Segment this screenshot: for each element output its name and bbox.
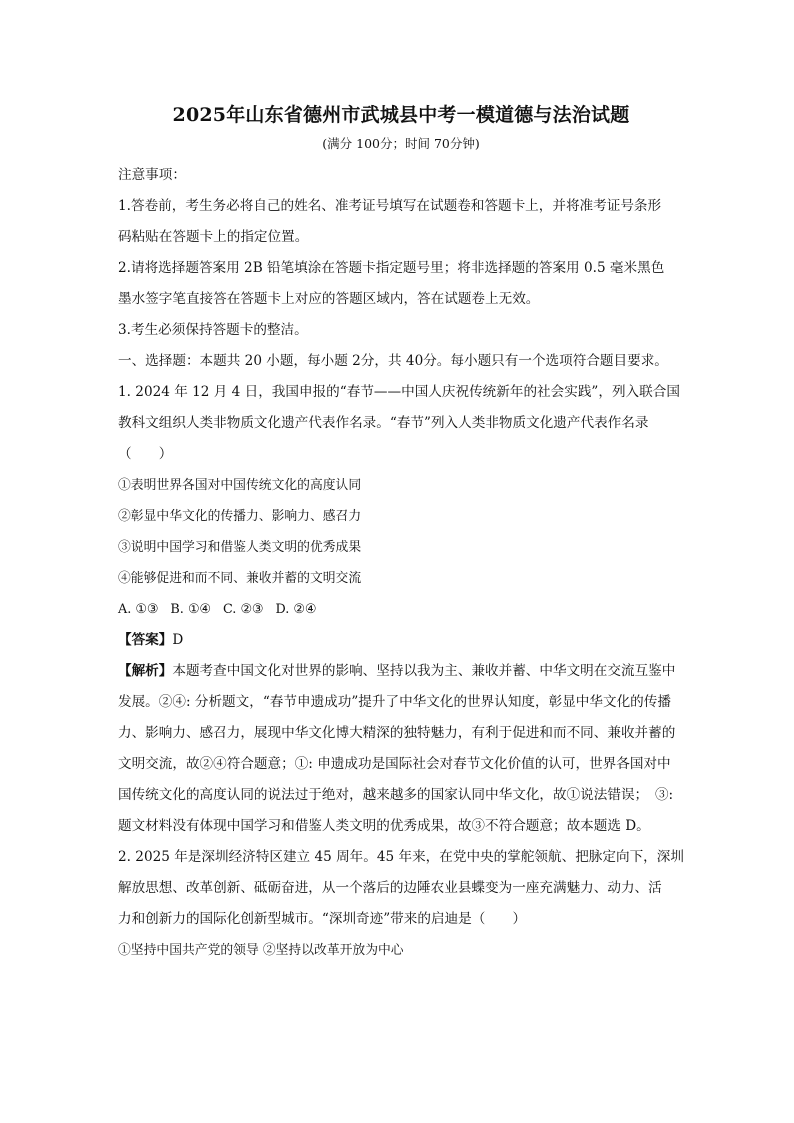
notice-line: 2.请将选择题答案用 2B 铅笔填涂在答题卡指定题号里；将非选择题的答案用 0.5 毫米黑色 — [118, 260, 665, 276]
analysis-text: 本题考查中国文化对世界的影响、坚持以我为主、兼收并蓄、中华文明在交流互鉴中发展。②④: 分析题文，“春节申遗成功”提升了中华文化的世界认知度，彰显中华文化的传播力、影响力、感召力，展现中华文化博大精深的独特魅力，有利于促进和而不同、兼收并蓄的文明交流，故②④符合题意；①: 申遗成功是国际社会对春节文化价值的认可，世界各国对中国传统文化的高度认同的说法过于绝对，越来越多的国家认同中华文化，故①说法错误； ③: 题文材料没有体现中国学习和借鉴人类文明的优秀成果，故③不符合题意；故本题选 D。 — [118, 663, 676, 834]
q2-stem-line: 2. 2025 年是深圳经济特区建立 45 周年。45 年来，在党中央的掌舵领航、把脉定向下，深圳 — [118, 849, 684, 865]
q1-stem-line: 1. 2024 年 12 月 4 日，我国申报的“春节——中国人庆祝传统新年的社会实践”，列入联合国 — [118, 384, 680, 400]
notice-line: 墨水签字笔直接答在答题卡上对应的答题区域内，答在试题卷上无效。 — [118, 291, 540, 307]
answer-label: 【答案】 — [118, 632, 173, 648]
document-page — [118, 100, 684, 966]
document-title: 2025年山东省德州市武城县中考一模道德与法治试题 — [172, 104, 630, 126]
q1-option: ③说明中国学习和借鉴人类文明的优秀成果 — [118, 540, 362, 555]
q1-choice-a: A. ①③ — [118, 602, 159, 617]
notice-heading: 注意事项： — [118, 167, 186, 183]
notice-line: 3.考生必须保持答题卡的整洁。 — [118, 322, 308, 338]
section-heading: 一、选择题：本题共 20 小题，每小题 2分，共 40分。每小题只有一个选项符合题目要求。 — [118, 353, 668, 369]
analysis-label: 【解析】 — [118, 663, 173, 679]
answer-value: D — [172, 632, 184, 648]
q1-analysis — [118, 656, 684, 842]
q1-option: ②彰显中华文化的传播力、影响力、感召力 — [118, 509, 362, 524]
q2-option: ①坚持中国共产党的领导 ②坚持以改革开放为中心 — [118, 943, 404, 958]
notice-line: 1.答卷前，考生务必将自己的姓名、准考证号填写在试题卷和答题卡上，并将准考证号条形 — [118, 198, 662, 214]
q1-stem-line: 教科文组织人类非物质文化遗产代表作名录。“春节”列入人类非物质文化遗产代表作名录 — [118, 415, 649, 431]
q1-choice-b: B. ①④ — [170, 602, 211, 617]
q1-option: ④能够促进和而不同、兼收并蓄的文明交流 — [118, 571, 362, 586]
q1-choice-d: D. ②④ — [275, 602, 317, 617]
q1-stem-line: （ ） — [118, 446, 173, 462]
document-subtitle: (满分 100分；时间 70分钟) — [322, 136, 480, 151]
notice-line: 码粘贴在答题卡上的指定位置。 — [118, 229, 309, 245]
q1-option: ①表明世界各国对中国传统文化的高度认同 — [118, 478, 362, 493]
q1-choice-c: C. ②③ — [222, 602, 264, 617]
q2-stem-line: 解放思想、改革创新、砥砺奋进，从一个落后的边陲农业县蝶变为一座充满魅力、动力、活 — [118, 880, 662, 896]
q2-stem-line: 力和创新力的国际化创新型城市。“深圳奇迹”带来的启迪是（ ） — [118, 911, 527, 927]
q1-answer — [118, 625, 684, 656]
q1-choices — [118, 594, 684, 625]
